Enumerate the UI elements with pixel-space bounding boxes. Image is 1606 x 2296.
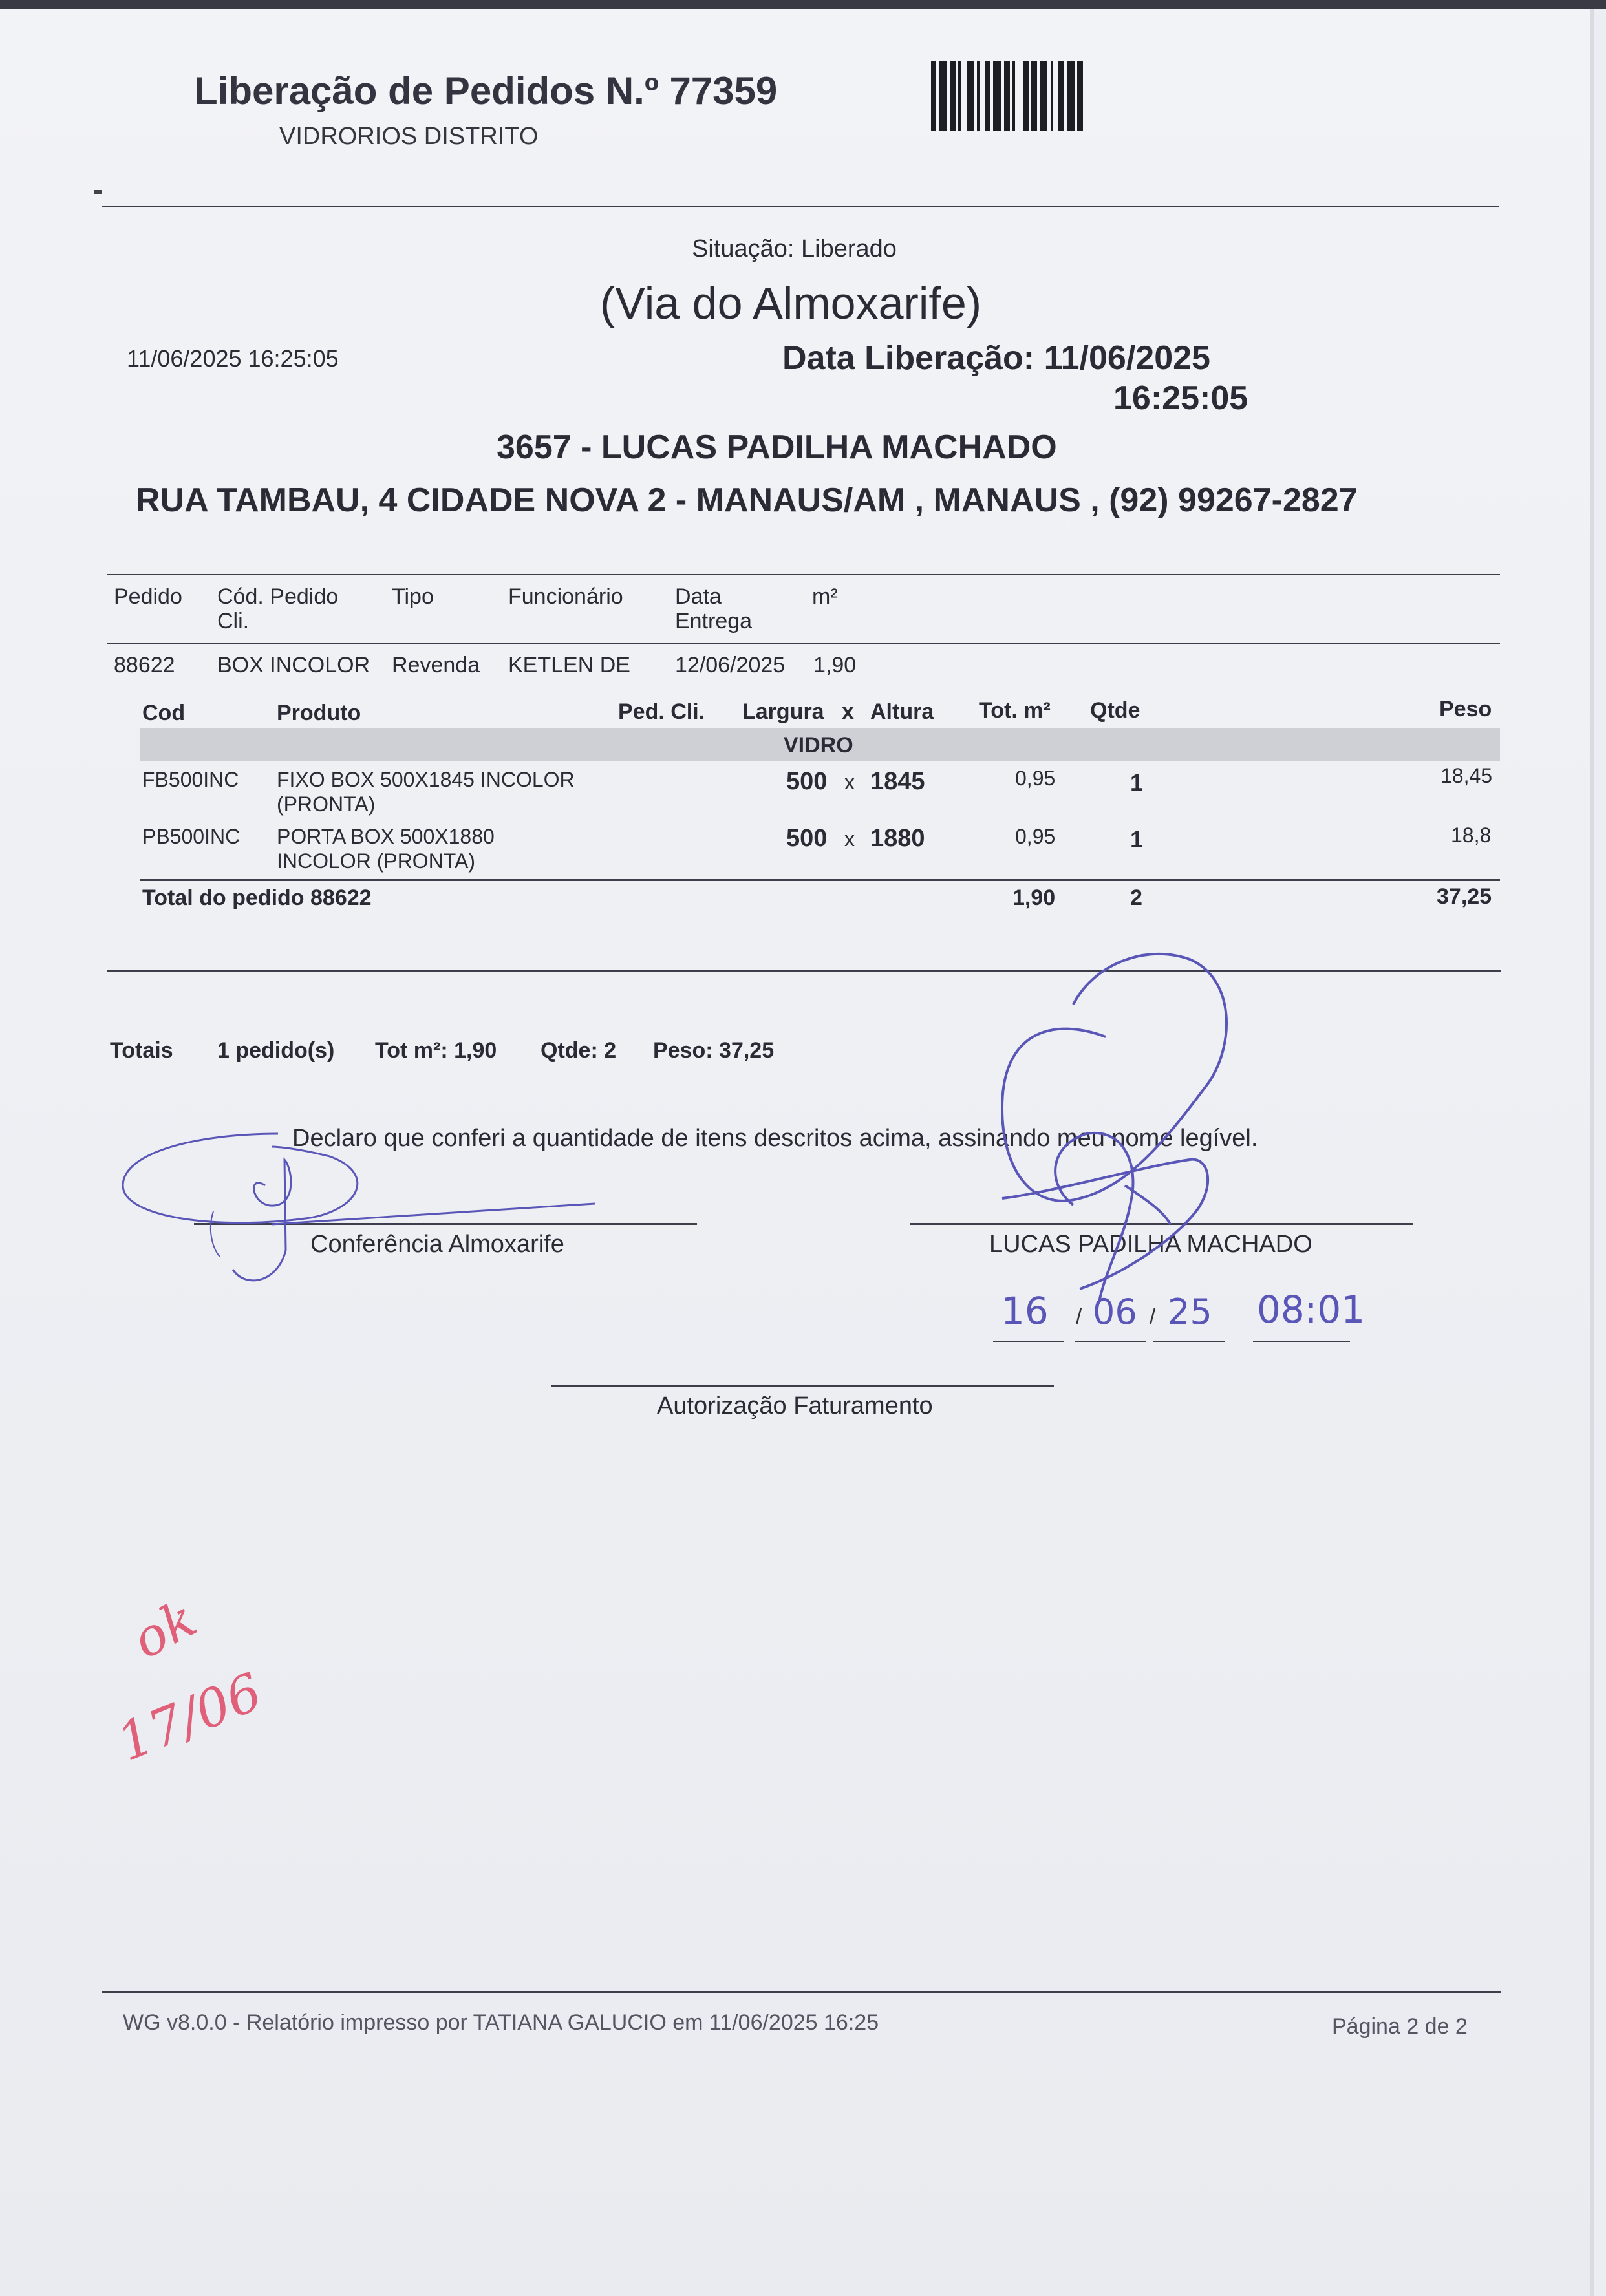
barcode-bar: [1031, 61, 1036, 131]
item-cod: PB500INC: [142, 825, 241, 848]
item-qtde: 1: [1130, 769, 1144, 796]
col-data-2: Entrega: [675, 609, 753, 633]
barcode-bar: [1004, 61, 1009, 131]
barcode-bar: [1053, 61, 1058, 131]
order-total-label: Total do pedido 88622: [142, 886, 372, 910]
handwritten-year: 25: [1168, 1292, 1212, 1332]
footer-report: WG v8.0.0 - Relatório impresso por TATIANA GALUCIO em 11/06/2025 16:25: [123, 2010, 879, 2035]
totals-peso: Peso: 37,25: [653, 1038, 775, 1063]
totals-divider: [107, 970, 1501, 972]
col-cod-pedido: Cód. Pedido: [217, 584, 339, 609]
group-label: VIDRO: [784, 733, 853, 758]
col-altura: Altura: [870, 699, 934, 724]
document-title: Liberação de Pedidos N.º 77359: [194, 69, 778, 112]
item-altura: 1880: [870, 825, 925, 852]
col-tipo: Tipo: [392, 584, 434, 609]
col-funcionario: Funcionário: [508, 584, 623, 609]
barcode-bar: [950, 61, 955, 131]
liberation-time: 16:25:05: [1113, 379, 1248, 417]
liberation-date: Data Liberação: 11/06/2025: [782, 339, 1210, 377]
signature-client-scribble: [976, 940, 1261, 1392]
signature-almoxarife-scribble: [116, 1121, 621, 1302]
barcode-icon: [931, 61, 1177, 131]
company-name: VIDRORIOS DISTRITO: [279, 123, 539, 150]
item-tot-m2: 0,95: [1015, 767, 1056, 790]
totals-m2: Tot m²: 1,90: [375, 1038, 497, 1063]
order-cod-pedido: BOX INCOLOR: [217, 653, 370, 677]
signature-label-client: LUCAS PADILHA MACHADO: [989, 1231, 1312, 1258]
barcode-bar: [1023, 61, 1029, 131]
handwritten-time: 08:01: [1257, 1288, 1365, 1332]
item-cod: FB500INC: [142, 768, 239, 791]
client-name: 3657 - LUCAS PADILHA MACHADO: [497, 429, 1057, 466]
barcode-bar: [1077, 61, 1082, 131]
barcode-bar: [1040, 61, 1048, 131]
item-largura: 500: [786, 768, 828, 795]
date-line-time: [1253, 1341, 1350, 1342]
order-total-qtde: 2: [1130, 886, 1142, 910]
order-table-header-rule: [107, 643, 1500, 644]
client-address: RUA TAMBAU, 4 CIDADE NOVA 2 - MANAUS/AM , MANAUS , (92) 99267-2827: [136, 482, 1358, 519]
order-pedido: 88622: [114, 653, 175, 677]
barcode-bar: [1015, 61, 1023, 131]
items-total-rule: [140, 879, 1500, 881]
barcode-bar: [980, 61, 985, 131]
date-separator-2: /: [1150, 1304, 1156, 1329]
col-pedido: Pedido: [114, 584, 182, 609]
handwritten-month: 06: [1093, 1292, 1137, 1332]
item-x: x: [844, 771, 855, 794]
col-data: Data: [675, 584, 722, 609]
col-largura: Largura: [742, 699, 824, 724]
totals-pedidos: 1 pedido(s): [217, 1038, 335, 1063]
item-tot-m2: 0,95: [1015, 825, 1056, 848]
order-tipo: Revenda: [392, 653, 480, 677]
handwritten-day: 16: [1001, 1289, 1049, 1333]
item-produto-2: (PRONTA): [277, 792, 376, 816]
status-situacao: Situação: Liberado: [692, 235, 897, 262]
col-cod: Cod: [142, 701, 186, 725]
item-largura: 500: [786, 825, 828, 852]
totals-label: Totais: [110, 1038, 173, 1063]
col-produto: Produto: [277, 701, 361, 725]
footer-divider: [102, 1991, 1501, 1993]
item-x: x: [844, 827, 855, 851]
item-qtde: 1: [1130, 826, 1144, 853]
col-ped-cli: Ped. Cli.: [618, 699, 705, 724]
barcode-bar: [985, 61, 990, 131]
barcode-bar: [1067, 61, 1075, 131]
item-produto: PORTA BOX 500X1880: [277, 825, 495, 848]
order-table-top-rule: [107, 574, 1500, 575]
annotation-date: 17/06: [109, 1661, 270, 1773]
header-divider: [102, 206, 1499, 207]
date-separator-1: /: [1076, 1304, 1082, 1329]
item-produto-2: INCOLOR (PRONTA): [277, 849, 475, 873]
scan-speck: [94, 190, 102, 194]
totals-qtde: Qtde: 2: [541, 1038, 617, 1063]
col-qtde: Qtde: [1090, 698, 1140, 723]
barcode-bar: [1058, 61, 1064, 131]
item-peso: 18,45: [1440, 764, 1493, 787]
col-x: x: [842, 699, 854, 724]
signature-label-almoxarife: Conferência Almoxarife: [310, 1231, 564, 1258]
col-cod-pedido-2: Cli.: [217, 609, 250, 633]
scan-top-edge: [0, 0, 1606, 9]
col-peso: Peso: [1439, 697, 1492, 721]
item-altura: 1845: [870, 768, 925, 795]
item-peso: 18,8: [1451, 824, 1492, 847]
barcode-bar: [931, 61, 936, 131]
copy-type: (Via do Almoxarife): [600, 278, 982, 328]
barcode-bar: [967, 61, 975, 131]
annotation-ok: ok: [122, 1588, 206, 1671]
barcode-bar: [1083, 61, 1086, 131]
order-m2: 1,90: [813, 653, 857, 677]
declaration-text: Declaro que conferi a quantidade de itens descritos acima, assinando meu nome legível.: [292, 1125, 1258, 1152]
barcode-bar: [939, 61, 948, 131]
document-page: [0, 9, 1594, 2296]
order-total-m2: 1,90: [1012, 886, 1056, 910]
order-data: 12/06/2025: [675, 653, 786, 677]
footer-page: Página 2 de 2: [1332, 2014, 1468, 2039]
item-produto: FIXO BOX 500X1845 INCOLOR: [277, 768, 575, 791]
authorization-label: Autorização Faturamento: [657, 1392, 933, 1419]
col-m2: m²: [812, 584, 838, 609]
order-funcionario: KETLEN DE: [508, 653, 630, 677]
barcode-bar: [961, 61, 966, 131]
barcode-bar: [993, 61, 1001, 131]
print-date: 11/06/2025 16:25:05: [127, 345, 339, 372]
order-total-peso: 37,25: [1437, 884, 1492, 909]
col-tot-m2: Tot. m²: [979, 698, 1051, 723]
